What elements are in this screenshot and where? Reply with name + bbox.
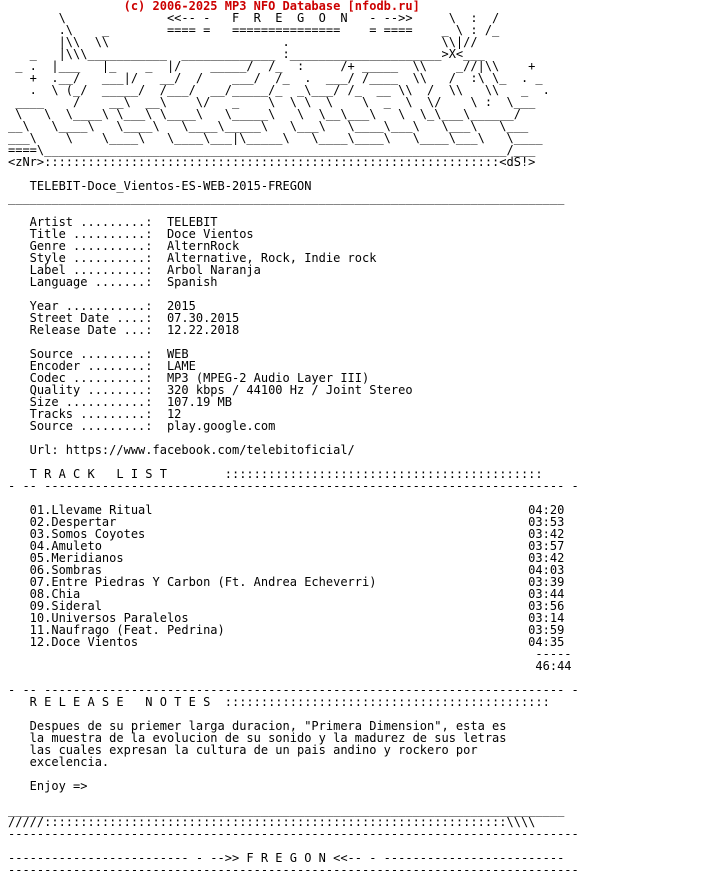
nfo-document xyxy=(8,0,579,876)
divider: _____________________________________________________________________________ xyxy=(8,191,565,205)
track-row: 11.Naufrago (Feat. Pedrina) 03:59 xyxy=(8,623,565,637)
info-codec: Codec ..........: MP3 (MPEG-2 Audio Layer III) xyxy=(8,371,370,385)
ascii-logo-line: <zNr>:::::::::::::::::::::::::::::::::::::::::::::::::::::::::::::::<dS!> xyxy=(8,155,536,169)
track-row: 12.Doce Vientos 04:35 xyxy=(8,635,565,649)
track-row: 06.Sombras 04:03 xyxy=(8,563,565,577)
total-time: 46:44 xyxy=(8,659,572,673)
tracklist-header: T R A C K L I S T :::::::::::::::::::::::::::::::::::::::::::: xyxy=(8,467,543,481)
track-row: 07.Entre Piedras Y Carbon (Ft. Andrea Echeverri) 03:39 xyxy=(8,575,565,589)
footer-dots: /////::::::::::::::::::::::::::::::::::::::::::::::::::::::::::::::::\\\\ xyxy=(8,815,536,829)
section-rule: - -- ------------------------------------------------------------------------ - xyxy=(8,479,579,493)
info-label: Label ..........: Arbol Naranja xyxy=(8,263,261,277)
info-tracks: Tracks .........: 12 xyxy=(8,407,182,421)
ascii-logo-line: + .__/ ___|/ __/ / ___/ /_ . ___/ /____ \\ / :\ \_ . _ xyxy=(8,71,543,85)
release-notes-header: R E L E A S E N O T E S ::::::::::::::::::::::::::::::::::::::::::::: xyxy=(8,695,550,709)
info-size: Size ...........: 107.19 MB xyxy=(8,395,232,409)
info-url: Url: https://www.facebook.com/telebitoficial/ xyxy=(8,443,355,457)
info-quality: Quality ........: 320 kbps / 44100 Hz / Joint Stereo xyxy=(8,383,413,397)
track-row: 05.Meridianos 03:42 xyxy=(8,551,565,565)
info-source-site: Source .........: play.google.com xyxy=(8,419,276,433)
info-encoder: Encoder ........: LAME xyxy=(8,359,196,373)
ascii-logo-line: _ |\\\___________ _____________ :_____________________>X<___ xyxy=(8,47,485,61)
ascii-logo-line: ___\ \ \____\ \____\___|\_____\ \____\____\ \____\___\ \____ xyxy=(8,131,543,145)
info-source: Source .........: WEB xyxy=(8,347,189,361)
track-row: 01.Llevame Ritual 04:20 xyxy=(8,503,565,517)
ascii-logo-line: __\ \____\ \____\ \____\_____\ \___\ \____\___\ \___\ \___ xyxy=(8,119,529,133)
footer-signature: ------------------------- - -->> F R E G O N <<-- - ------------------------- xyxy=(8,851,565,865)
ascii-logo-line: ____ / __\ __\ \/ _ \ \ \ \ \ _ \ \/ \ : \___ xyxy=(8,95,536,109)
nfodb-credit: (c) 2006-2025 MP3 NFO Database [nfodb.ru] xyxy=(8,0,420,13)
ascii-logo-line: ====\________________________________________________________________/___ xyxy=(8,143,536,157)
info-genre: Genre ..........: AlternRock xyxy=(8,239,240,253)
release-notes-line: la muestra de la evolucion de su sonido y la madurez de sus letras xyxy=(8,731,507,745)
info-language: Language .......: Spanish xyxy=(8,275,218,289)
info-title: Title ..........: Doce Vientos xyxy=(8,227,254,241)
blank-line xyxy=(8,768,579,780)
ascii-logo-line: _ . |___ |_ _ |/ _____/ /_ : /+ _____ \\ _//|\\ + xyxy=(8,59,536,73)
footer-rule: ------------------------------------------------------------------------------- xyxy=(8,827,579,841)
info-style: Style ..........: Alternative, Rock, Indie rock xyxy=(8,251,377,265)
footer-top-rule: _____________________________________________________________________________ xyxy=(8,803,565,817)
info-year: Year ...........: 2015 xyxy=(8,299,196,313)
ascii-logo-line: \ \ \____\ \___\ \____\ \_____\ \ \__\___\ \ \_\___\______/ xyxy=(8,107,521,121)
footer-rule: ------------------------------------------------------------------------------- xyxy=(8,863,579,877)
release-notes-line: las cuales expresan la cultura de un pais andino y rockero por xyxy=(8,743,478,757)
release-notes-line: excelencia. xyxy=(8,755,110,769)
total-rule: ----- xyxy=(8,647,572,661)
info-artist: Artist .........: TELEBIT xyxy=(8,215,218,229)
track-row: 02.Despertar 03:53 xyxy=(8,515,565,529)
ascii-logo-line: .\ _ ==== = =============== = ==== _ \ : /_ xyxy=(8,23,500,37)
ascii-logo-line: . \ (_/ _____/ /___/ __/_____/_ _\___/ /_ __ \\ / \\ \\ _ . xyxy=(8,83,550,97)
track-row: 08.Chia 03:44 xyxy=(8,587,565,601)
release-notes-line: Despues de su priemer larga duracion, "Primera Dimension", esta es xyxy=(8,719,507,733)
ascii-logo-line: \ <<-- - F R E G O N - -->> \ : / xyxy=(8,11,500,25)
info-release-date: Release Date ...: 12.22.2018 xyxy=(8,323,240,337)
section-rule: - -- ------------------------------------------------------------------------ - xyxy=(8,683,579,697)
track-row: 03.Somos Coyotes 03:42 xyxy=(8,527,565,541)
track-row: 09.Sideral 03:56 xyxy=(8,599,565,613)
ascii-logo-line: |\\ \\ . \\|// xyxy=(8,35,478,49)
release-name: TELEBIT-Doce_Vientos-ES-WEB-2015-FREGON xyxy=(8,179,312,193)
track-row: 04.Amuleto 03:57 xyxy=(8,539,565,553)
info-street-date: Street Date ....: 07.30.2015 xyxy=(8,311,240,325)
track-row: 10.Universos Paralelos 03:14 xyxy=(8,611,565,625)
enjoy-line: Enjoy => xyxy=(8,779,88,793)
